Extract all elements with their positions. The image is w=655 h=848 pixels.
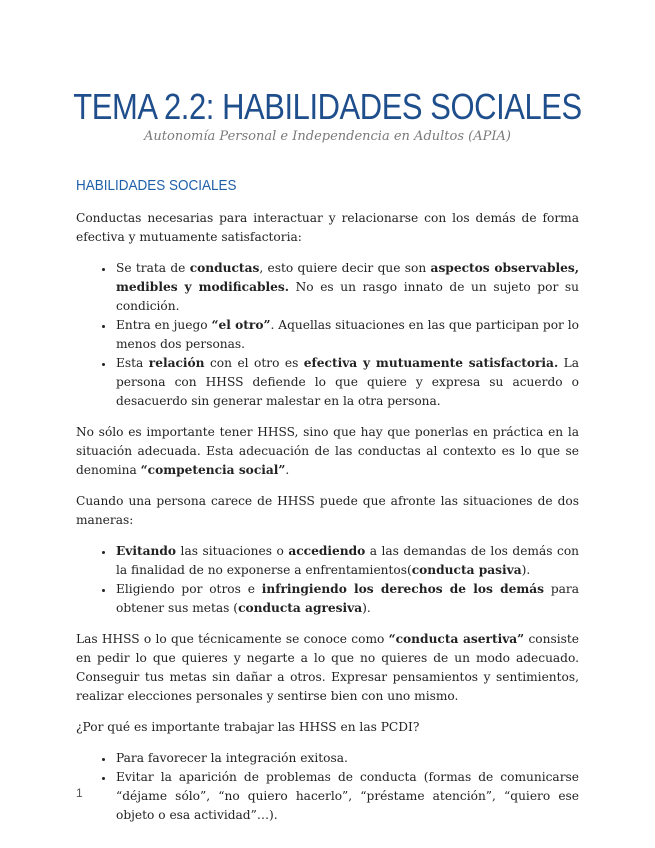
text: consiste en pedir lo que quieres y negarte a lo que no quieres de un modo adecuado. Conseguir tus metas sin dañar a otros. Expresar pensamientos y sentimientos, realizar elecciones personales y sentirse bien con uno mismo. <box>76 632 579 703</box>
text: , esto quiere decir que son <box>259 261 431 275</box>
behavior-list <box>76 542 579 618</box>
competence-paragraph <box>76 423 579 480</box>
text: a las demandas de los demás con la finalidad de no exponerse a enfrentamientos( <box>116 544 580 577</box>
bold-text: infringiendo los derechos de los demás <box>261 582 545 596</box>
page-number: 1 <box>76 786 83 800</box>
list-item <box>114 580 579 618</box>
text: Eligiendo por otros e <box>116 582 262 596</box>
definition-list <box>76 259 579 411</box>
text: Entra en juego <box>116 318 212 332</box>
text: . <box>285 463 290 477</box>
bold-text: “el otro” <box>211 318 271 332</box>
page-title: TEMA 2.2: HABILIDADES SOCIALES <box>73 86 582 127</box>
text: No sólo es importante tener HHSS, sino que hay que ponerlas en práctica en la situación adecuada. Esta adecuación de las conductas al contexto es lo que se denomina <box>76 425 579 477</box>
text: Esta <box>116 356 149 370</box>
bold-text: “competencia social” <box>140 463 286 477</box>
text: La persona con HHSS defiende lo que quiere y expresa su acuerdo o desacuerdo sin generar malestar en la otra persona. <box>116 356 580 408</box>
bold-text: conductas <box>189 261 260 275</box>
reasons-list <box>76 749 579 825</box>
deficit-paragraph: Cuando una persona carece de HHSS puede que afronte las situaciones de dos maneras: <box>76 494 579 527</box>
list-item <box>114 542 579 580</box>
text: ). <box>521 563 531 577</box>
section-heading: HABILIDADES SOCIALES <box>76 177 237 194</box>
text: las situaciones o <box>176 544 289 558</box>
bold-text: Evitando <box>116 544 177 558</box>
intro-paragraph: Conductas necesarias para interactuar y relacionarse con los demás de forma efectiva y mutuamente satisfactoria: <box>76 211 579 244</box>
text: ). <box>362 601 371 615</box>
bold-text: conducta pasiva <box>411 563 522 577</box>
list-item: • Para favorecer la integración exitosa. <box>114 749 579 768</box>
question-paragraph: ¿Por qué es importante trabajar las HHSS en las PCDI? <box>76 720 420 734</box>
text: para obtener sus metas ( <box>116 582 580 615</box>
bold-text: “conducta asertiva” <box>388 632 525 646</box>
list-item <box>114 259 579 316</box>
bold-text: accediendo <box>288 544 366 558</box>
text: No es un rasgo innato de un sujeto por su condición. <box>116 280 579 313</box>
bold-text: relación <box>148 356 205 370</box>
bold-text: efectiva y mutuamente satisfactoria. <box>303 356 559 370</box>
assertive-paragraph <box>76 630 579 706</box>
text: . Aquellas situaciones en las que participan por lo menos dos personas. <box>116 318 580 351</box>
list-item <box>114 316 579 354</box>
list-item: • Evitar la aparición de problemas de conducta (formas de comunicarse “déjame sólo”, “no quiero hacerlo”, “préstame atención”, “quiero ese objeto o esa actividad”…). <box>114 768 579 825</box>
list-item <box>114 354 579 411</box>
bold-text: conducta agresiva <box>238 601 363 615</box>
bold-text: aspectos observables, medibles y modificables. <box>116 261 579 294</box>
text: Se trata de <box>116 261 190 275</box>
page-subtitle: Autonomía Personal e Independencia en Adultos (APIA) <box>144 129 511 144</box>
text: Las HHSS o lo que técnicamente se conoce como <box>76 632 389 646</box>
document-body <box>76 176 579 837</box>
text: con el otro es <box>204 356 304 370</box>
